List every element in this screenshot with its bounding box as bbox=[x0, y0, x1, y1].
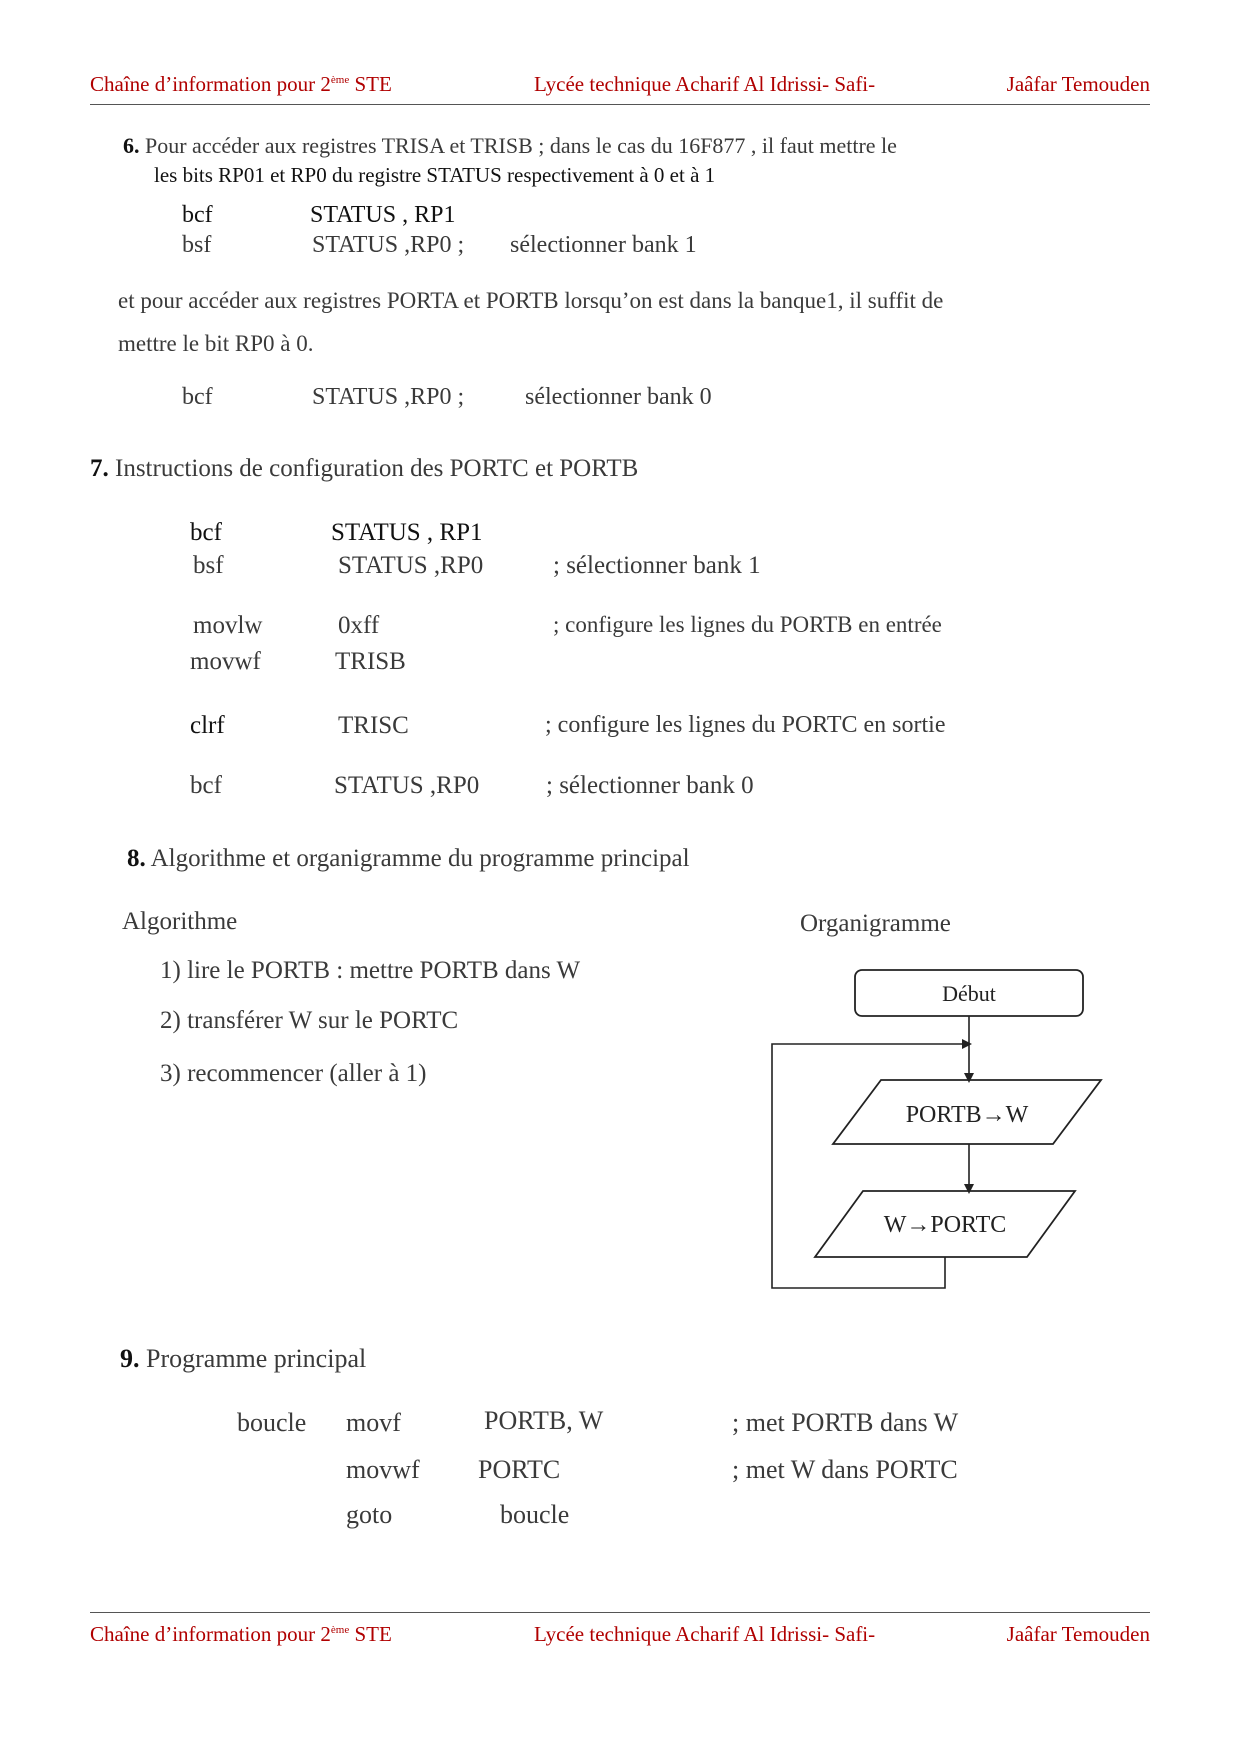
s7-l5-op: clrf bbox=[190, 712, 225, 739]
section6-line1: 6. Pour accéder aux registres TRISA et TRISB ; dans le cas du 16F877 , il faut mettre le bbox=[123, 133, 897, 158]
flow-title: Organigramme bbox=[800, 910, 951, 937]
algo-step-3: 3) recommencer (aller à 1) bbox=[160, 1060, 427, 1087]
section7-title: 7. Instructions de configuration des PORTC et PORTB bbox=[90, 455, 639, 482]
s7-l2-arg: STATUS ,RP0 bbox=[338, 552, 484, 579]
flow-step1-label: PORTB→W bbox=[905, 1102, 1029, 1128]
s9-label: boucle bbox=[237, 1408, 307, 1437]
s6-code1-arg: STATUS , RP1 bbox=[310, 202, 456, 228]
footer-left: Chaîne d’information pour 2ème STE bbox=[90, 1622, 392, 1646]
footer-center: Lycée technique Acharif Al Idrissi- Safi- bbox=[534, 1622, 876, 1646]
s7-l3-arg: 0xff bbox=[338, 612, 380, 639]
algo-step-2: 2) transférer W sur le PORTC bbox=[160, 1007, 459, 1034]
s7-l4-arg: TRISB bbox=[335, 648, 406, 675]
header-left: Chaîne d’information pour 2ème STE bbox=[90, 72, 392, 96]
s9-l1-op: movf bbox=[346, 1408, 401, 1437]
s7-l6-arg: STATUS ,RP0 bbox=[334, 772, 480, 799]
s6-code3-comment: sélectionner bank 0 bbox=[525, 384, 712, 410]
section6-line2: les bits RP01 et RP0 du registre STATUS respectivement à 0 et à 1 bbox=[154, 163, 716, 187]
s6-code2-op: bsf bbox=[182, 232, 212, 258]
section8-title: 8. Algorithme et organigramme du programme principal bbox=[127, 845, 690, 872]
s9-l3-op: goto bbox=[346, 1500, 393, 1529]
page-header bbox=[90, 72, 1150, 106]
s9-l2-arg: PORTC bbox=[478, 1455, 561, 1484]
s7-l2-comment: ; sélectionner bank 1 bbox=[553, 552, 761, 579]
flow-start-label: Début bbox=[942, 981, 996, 1006]
s6-code1-op: bcf bbox=[182, 202, 213, 228]
s9-l3-arg: boucle bbox=[500, 1500, 570, 1529]
s6-code2-arg: STATUS ,RP0 ; bbox=[312, 232, 465, 258]
s7-l4-op: movwf bbox=[190, 648, 261, 675]
s7-l6-comment: ; sélectionner bank 0 bbox=[546, 772, 754, 799]
s7-l2-op: bsf bbox=[193, 552, 224, 579]
s9-l1-comment: ; met PORTB dans W bbox=[732, 1408, 959, 1437]
s9-l2-comment: ; met W dans PORTC bbox=[732, 1455, 958, 1484]
header-center: Lycée technique Acharif Al Idrissi- Safi- bbox=[534, 72, 876, 96]
footer-rule bbox=[90, 1612, 1150, 1613]
s9-l2-op: movwf bbox=[346, 1455, 420, 1484]
algo-title: Algorithme bbox=[122, 908, 238, 935]
page-footer bbox=[90, 1612, 1150, 1646]
s7-l5-arg: TRISC bbox=[338, 712, 409, 739]
algo-step-1: 1) lire le PORTB : mettre PORTB dans W bbox=[160, 957, 581, 984]
s6-code3-arg: STATUS ,RP0 ; bbox=[312, 384, 465, 410]
section6-para1: et pour accéder aux registres PORTA et PORTB lorsqu’on est dans la banque1, il suffit de bbox=[118, 288, 944, 313]
s7-l5-comment: ; configure les lignes du PORTC en sortie bbox=[545, 712, 946, 738]
header-right: Jaâfar Temouden bbox=[1006, 72, 1150, 96]
s7-l3-op: movlw bbox=[193, 612, 263, 639]
flow-step2-label: W→PORTC bbox=[883, 1212, 1007, 1238]
s7-l6-op: bcf bbox=[190, 772, 222, 799]
footer-right: Jaâfar Temouden bbox=[1006, 1622, 1150, 1646]
s7-l1-arg: STATUS , RP1 bbox=[331, 519, 483, 546]
s7-l1-op: bcf bbox=[190, 519, 222, 546]
s7-l3-comment: ; configure les lignes du PORTB en entrée bbox=[553, 612, 942, 637]
flowchart bbox=[760, 960, 1120, 1300]
section6-para2: mettre le bit RP0 à 0. bbox=[118, 331, 314, 356]
s6-code3-op: bcf bbox=[182, 384, 213, 410]
s9-l1-arg: PORTB, W bbox=[484, 1406, 604, 1435]
section9-title: 9. Programme principal bbox=[120, 1344, 367, 1373]
header-rule bbox=[90, 104, 1150, 105]
s6-code2-comment: sélectionner bank 1 bbox=[510, 232, 697, 258]
